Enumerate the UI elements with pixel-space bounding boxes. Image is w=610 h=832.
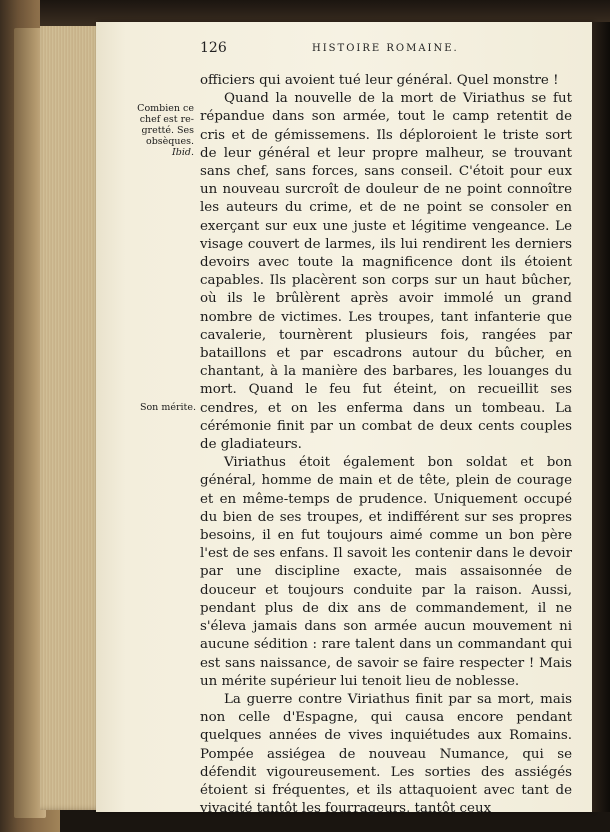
page-number: 126 (200, 40, 227, 56)
paragraph-guerre: La guerre contre Viriathus finit par sa mort, mais non celle d'Espagne, qui causa encore pendant quelques années de vives inquiétudes aux Romains. Pompée assiégea de nouveau Numance, qui se défendit vigoureusement. Les sorties des assiégés étoient si fréquentes, et ils attaquoient avec tant de vivacité tantôt les fourrageurs, tantôt ceux (200, 691, 572, 817)
paragraph-continuation: officiers qui avoient tué leur général. Quel monstre ! (200, 73, 559, 88)
margin-note-obseques (136, 103, 194, 158)
margin-note-ref: Ibid. (172, 147, 194, 158)
right-edge (592, 22, 610, 812)
page-body (200, 72, 572, 818)
margin-note-text: Combien ce chef est re- gretté. Ses obsèques. (137, 103, 194, 147)
running-head: HISTOIRE ROMAINE. (312, 43, 459, 54)
page-header (200, 40, 580, 60)
margin-note-merite: Son mérite. (139, 402, 196, 413)
paragraph-obseques: Quand la nouvelle de la mort de Viriathus se fut répandue dans son armée, tout le camp retentit de cris et de gémissemens. Ils déploroient le triste sort de leur général et leur propre malheur, se trouvant sans chef, sans forces, sans conseil. C'étoit pour eux un nouveau surcroît de douleur de ne point connoître les auteurs du crime, et de ne point se consoler en exerçant sur eux une juste et légitime vengeance. Le visage couvert de larmes, ils lui rendirent les derniers devoirs avec toute la magnificence dont ils étoient capables. Ils placèrent son corps sur un haut bûcher, où ils le brûlèrent après avoir immolé un grand nombre de victimes. Les troupes, tant infanterie que cavalerie, tournèrent plusieurs fois, rangées par bataillons et par escadrons autour du bûcher, en chantant, à la manière des barbares, les louanges du mort. Quand le feu fut éteint, on recueillit ses cendres, et on les enferma dans un tombeau. La cérémonie finit par un combat de deux cents couples de gladiateurs. (200, 91, 572, 453)
paragraph-merite: Viriathus étoit également bon soldat et bon général, homme de main et de tête, plein de courage et en même-temps de prudence. Uniquement occupé du bien de ses troupes, et indifférent sur ses propres besoins, il en fut toujours aimé comme un bon père l'est de ses enfans. Il savoit les contenir dans le devoir par une discipline exacte, mais assaisonnée de douceur et toujours conduite par la raison. Aussi, pendant plus de dix ans de commandement, il ne s'éleva jamais dans son armée aucun mouvement ni aucune sédition : rare talent dans un commandant qui est sans naissance, de savoir se faire respecter ! Mais un mérite supérieur lui tenoit lieu de noblesse. (200, 455, 572, 689)
